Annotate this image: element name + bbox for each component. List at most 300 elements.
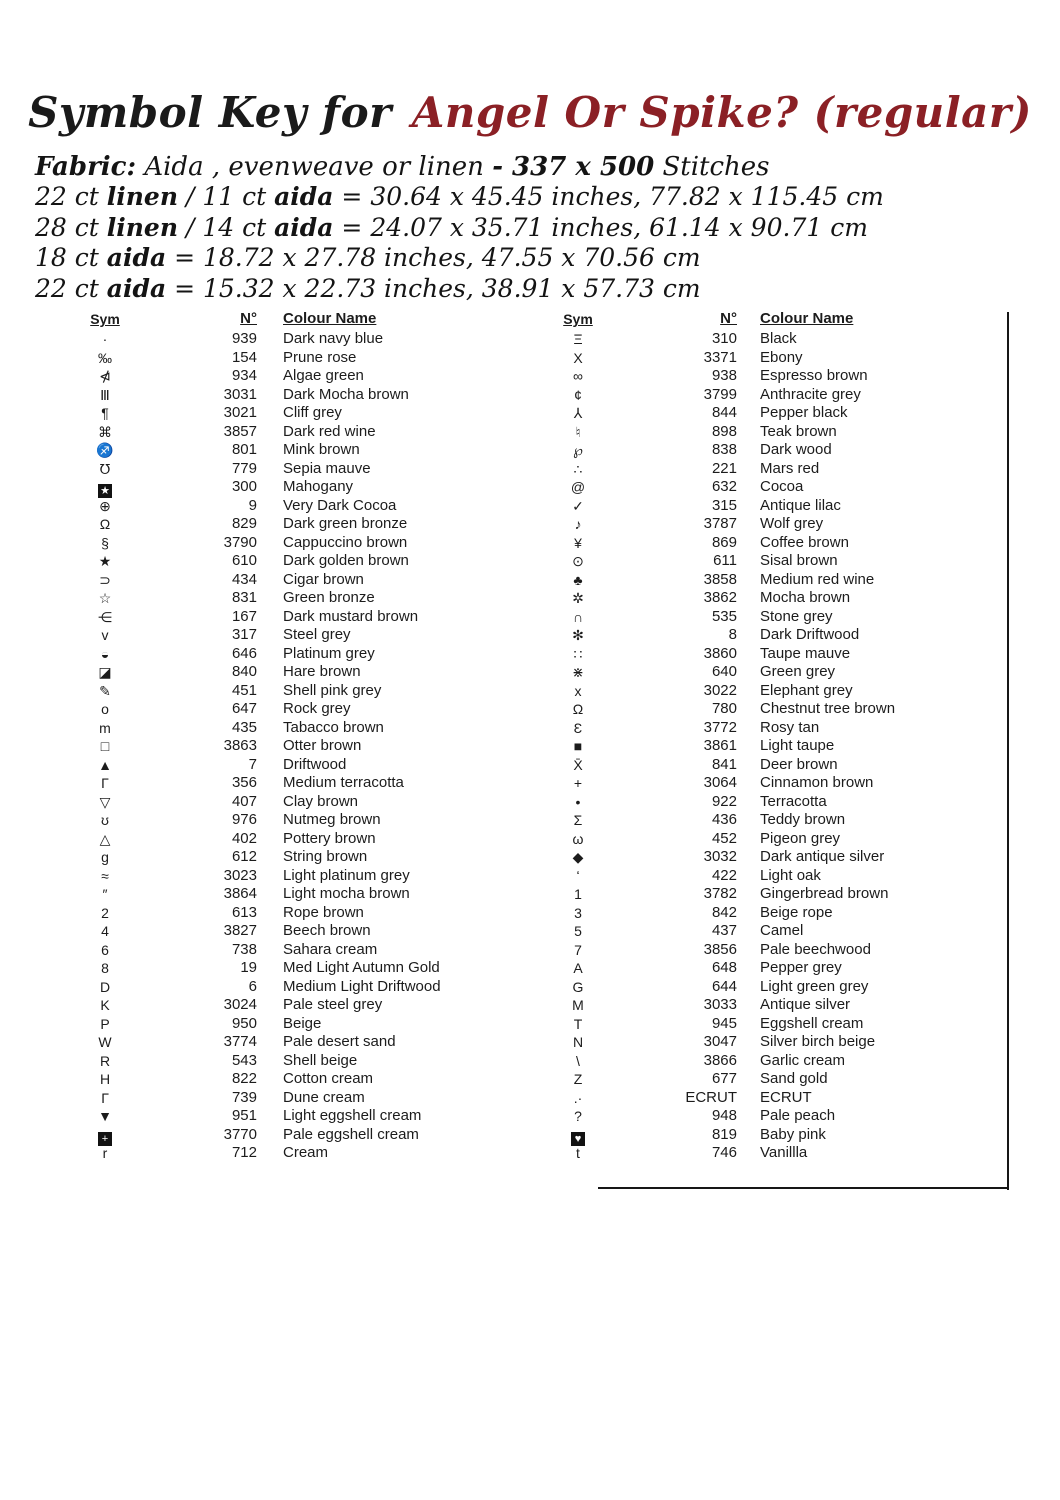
stitch-symbol-glyph: ⋲ bbox=[98, 608, 112, 625]
key-row bbox=[533, 515, 998, 534]
stitch-symbol-glyph: ¥ bbox=[574, 534, 582, 551]
stitch-symbol-glyph: ‰ bbox=[98, 349, 112, 366]
thread-number-cell: 452 bbox=[711, 829, 737, 847]
colour-name-cell: Cliff grey bbox=[283, 404, 342, 421]
colour-name-cell: Dark Mocha brown bbox=[283, 385, 409, 403]
thread-number-cell: 712 bbox=[231, 1144, 257, 1161]
thread-number-cell: 948 bbox=[711, 1107, 737, 1124]
key-header-row bbox=[533, 310, 998, 330]
thread-number-cell: 154 bbox=[231, 348, 257, 366]
stitch-symbol-glyph: T bbox=[573, 1015, 583, 1032]
thread-number-cell: 3772 bbox=[703, 718, 737, 736]
thread-number-cell: 841 bbox=[711, 755, 737, 773]
key-row bbox=[60, 571, 520, 590]
key-row bbox=[533, 959, 998, 978]
stitch-symbol-glyph: 4 bbox=[101, 923, 109, 939]
stitch-symbol-glyph: Ɛ bbox=[573, 719, 583, 736]
thread-number-cell: 19 bbox=[240, 959, 257, 976]
colour-name-cell: Dune cream bbox=[283, 1088, 365, 1106]
symbol-cell bbox=[533, 1089, 623, 1108]
key-row bbox=[60, 959, 520, 978]
symbol-cell bbox=[60, 793, 150, 812]
key-row bbox=[533, 1107, 998, 1126]
stitch-symbol-glyph: R bbox=[99, 1052, 111, 1069]
stitch-symbol-glyph: ✎ bbox=[99, 682, 111, 699]
symbol-cell bbox=[60, 700, 150, 719]
symbol-cell bbox=[60, 885, 150, 904]
thread-number-cell: 640 bbox=[711, 663, 737, 680]
colour-name-cell: Mink brown bbox=[283, 441, 360, 458]
thread-number-cell: 3782 bbox=[703, 885, 737, 902]
colour-name-cell: Pale desert sand bbox=[283, 1033, 396, 1050]
symbol-cell bbox=[533, 386, 623, 405]
symbol-cell bbox=[60, 626, 150, 645]
stitch-symbol-glyph: ⋇ bbox=[572, 664, 584, 680]
thread-number-cell: 939 bbox=[231, 330, 257, 347]
stitch-symbol-glyph: ◒ bbox=[100, 645, 110, 662]
symbol-cell bbox=[60, 941, 150, 960]
fabric-text-segment: = 24.07 x 35.71 inches, 61.14 x 90.71 cm bbox=[333, 212, 868, 242]
symbol-cell bbox=[60, 571, 150, 590]
colour-name-cell: Cream bbox=[283, 1144, 329, 1161]
colour-name-cell: Algae green bbox=[283, 367, 364, 384]
thread-number-cell: 310 bbox=[711, 330, 737, 347]
key-row bbox=[533, 330, 998, 349]
symbol-cell bbox=[60, 515, 150, 534]
symbol-cell bbox=[533, 700, 623, 719]
stitch-symbol-glyph: .· bbox=[573, 1089, 583, 1106]
colour-name-cell: Anthracite grey bbox=[760, 385, 861, 403]
colour-name-cell: Rope brown bbox=[283, 903, 364, 921]
stitch-symbol-glyph: 8 bbox=[101, 960, 109, 976]
stitch-symbol-glyph: ⊕ bbox=[99, 497, 111, 514]
thread-number-cell: 436 bbox=[711, 811, 737, 828]
stitch-symbol-glyph: M bbox=[572, 997, 584, 1013]
symbol-cell bbox=[533, 1107, 623, 1126]
stitch-symbol-glyph: • bbox=[575, 793, 581, 810]
stitch-symbol-glyph: Σ bbox=[573, 812, 583, 828]
thread-number-cell: 3031 bbox=[223, 385, 257, 403]
stitch-symbol-glyph: ■ bbox=[573, 738, 583, 754]
thread-number-cell: 844 bbox=[711, 404, 737, 421]
key-row bbox=[60, 386, 520, 405]
fabric-line bbox=[35, 152, 884, 182]
symbol-cell bbox=[60, 1089, 150, 1108]
stitch-symbol-glyph: 5 bbox=[574, 923, 582, 939]
fabric-line bbox=[35, 274, 884, 304]
thread-number-cell: 3033 bbox=[703, 996, 737, 1013]
key-row bbox=[533, 1144, 998, 1163]
colour-name-cell: Very Dark Cocoa bbox=[283, 496, 397, 514]
key-row bbox=[60, 885, 520, 904]
thread-number-cell: 898 bbox=[711, 422, 737, 440]
key-row bbox=[533, 1089, 998, 1108]
colour-name-cell: Espresso brown bbox=[760, 367, 868, 384]
thread-number-cell: 3032 bbox=[703, 848, 737, 865]
key-row bbox=[60, 441, 520, 460]
stitch-symbol-glyph: P bbox=[100, 1015, 110, 1032]
thread-number-cell: 922 bbox=[711, 792, 737, 810]
fabric-text-segment: Aida , evenweave or linen bbox=[136, 152, 493, 182]
stitch-symbol-glyph: Ξ bbox=[573, 331, 583, 347]
symbol-cell bbox=[533, 885, 623, 904]
colour-name-cell: Teddy brown bbox=[760, 811, 846, 828]
key-row bbox=[533, 830, 998, 849]
colour-name-cell: Dark red wine bbox=[283, 422, 376, 440]
stitch-symbol-glyph: ⊃ bbox=[99, 571, 111, 588]
colour-name-cell: Silver birch beige bbox=[760, 1033, 876, 1050]
key-row bbox=[533, 719, 998, 738]
colour-name-cell: Mocha brown bbox=[760, 589, 851, 606]
symbol-cell bbox=[533, 1070, 623, 1089]
symbol-cell bbox=[533, 460, 623, 479]
thread-number-cell: 819 bbox=[711, 1125, 737, 1143]
key-row bbox=[533, 626, 998, 645]
symbol-cell bbox=[60, 330, 150, 349]
key-row bbox=[533, 552, 998, 571]
symbol-cell bbox=[60, 663, 150, 682]
thread-number-cell: 3790 bbox=[223, 533, 257, 551]
thread-number-cell: 646 bbox=[231, 644, 257, 662]
stitch-symbol-glyph: · bbox=[102, 331, 108, 347]
symbol-cell bbox=[533, 423, 623, 442]
colour-name-cell: Cinnamon brown bbox=[760, 774, 874, 791]
colour-name-cell: Otter brown bbox=[283, 737, 362, 754]
symbol-cell bbox=[60, 959, 150, 978]
symbol-cell bbox=[533, 719, 623, 738]
symbol-cell bbox=[60, 645, 150, 664]
stitch-symbol-glyph: □ bbox=[100, 738, 110, 754]
thread-number-cell: 3787 bbox=[703, 515, 737, 532]
colour-name-cell: Cocoa bbox=[760, 478, 804, 495]
stitch-symbol-glyph: + bbox=[98, 1132, 112, 1146]
key-row bbox=[533, 1052, 998, 1071]
colour-name-cell: Ebony bbox=[760, 348, 803, 366]
symbol-cell bbox=[533, 367, 623, 386]
colour-name-cell: Cotton cream bbox=[283, 1070, 374, 1087]
colour-name-cell: Green bronze bbox=[283, 589, 375, 606]
stitch-symbol-glyph: + bbox=[573, 775, 583, 791]
stitch-symbol-glyph: @ bbox=[570, 479, 586, 495]
fabric-text-segment: aida bbox=[106, 243, 167, 273]
stitch-symbol-glyph: t bbox=[576, 1145, 580, 1161]
key-row bbox=[60, 478, 520, 497]
colour-name-cell: Light green grey bbox=[760, 977, 869, 995]
colour-name-cell: Gingerbread brown bbox=[760, 885, 889, 902]
stitch-symbol-glyph: ✻ bbox=[572, 627, 584, 643]
colour-name-cell: Beech brown bbox=[283, 922, 371, 939]
symbol-cell bbox=[60, 1033, 150, 1052]
colour-name-cell: Pepper black bbox=[760, 404, 848, 421]
symbol-cell bbox=[533, 349, 623, 368]
thread-number-cell: 356 bbox=[231, 774, 257, 791]
colour-name-cell: Mars red bbox=[760, 459, 820, 477]
key-row bbox=[60, 700, 520, 719]
stitch-symbol-glyph: Z bbox=[573, 1071, 583, 1087]
key-row bbox=[533, 423, 998, 442]
key-row bbox=[533, 1126, 998, 1145]
key-row bbox=[60, 515, 520, 534]
colour-name-cell: Driftwood bbox=[283, 755, 347, 773]
key-row bbox=[533, 645, 998, 664]
stitch-symbol-glyph: ♐ bbox=[96, 442, 114, 458]
thread-number-cell: 434 bbox=[231, 570, 257, 588]
key-row bbox=[60, 608, 520, 627]
symbol-cell bbox=[60, 737, 150, 756]
stitch-symbol-glyph: ⊙ bbox=[572, 553, 584, 569]
stitch-symbol-glyph: ¢ bbox=[574, 386, 582, 403]
symbol-cell bbox=[60, 1052, 150, 1071]
key-row bbox=[533, 608, 998, 627]
key-row bbox=[60, 774, 520, 793]
thread-number-cell: 938 bbox=[711, 367, 737, 384]
symbol-cell bbox=[60, 978, 150, 997]
symbol-cell bbox=[60, 460, 150, 479]
colour-name-cell: Light taupe bbox=[760, 737, 835, 754]
key-row bbox=[60, 1070, 520, 1089]
colour-name-cell: Medium red wine bbox=[760, 570, 875, 588]
colour-name-cell: Dark golden brown bbox=[283, 552, 409, 569]
thread-number-cell: 746 bbox=[711, 1144, 737, 1161]
symbol-cell bbox=[533, 848, 623, 867]
key-row bbox=[533, 811, 998, 830]
thread-number-cell: 779 bbox=[231, 459, 257, 477]
colour-name-cell: Dark green bronze bbox=[283, 515, 408, 532]
symbol-cell bbox=[60, 922, 150, 941]
colour-name-cell: Deer brown bbox=[760, 755, 838, 773]
key-row bbox=[533, 756, 998, 775]
key-row bbox=[533, 682, 998, 701]
thread-number-cell: 738 bbox=[231, 940, 257, 958]
symbol-cell bbox=[60, 589, 150, 608]
key-row bbox=[533, 441, 998, 460]
symbol-cell bbox=[60, 1126, 150, 1145]
symbol-cell bbox=[533, 571, 623, 590]
key-row bbox=[60, 626, 520, 645]
fabric-text-segment: 18 ct bbox=[35, 243, 107, 273]
table-right-border-line bbox=[1007, 312, 1009, 1190]
header-colour-name: Colour Name bbox=[283, 310, 377, 327]
thread-number-cell: 838 bbox=[711, 441, 737, 458]
colour-name-cell: Sahara cream bbox=[283, 940, 378, 958]
thread-number-cell: 840 bbox=[231, 663, 257, 680]
symbol-cell bbox=[533, 978, 623, 997]
fabric-text-segment: = 30.64 x 45.45 inches, 77.82 x 115.45 cm bbox=[333, 182, 884, 212]
symbol-cell bbox=[533, 589, 623, 608]
colour-name-cell: Medium terracotta bbox=[283, 774, 404, 791]
thread-number-cell: 842 bbox=[711, 903, 737, 921]
thread-number-cell: 3864 bbox=[223, 885, 257, 902]
colour-name-cell: Light platinum grey bbox=[283, 866, 410, 884]
colour-name-cell: Garlic cream bbox=[760, 1051, 846, 1069]
stitch-symbol-glyph: △ bbox=[99, 830, 111, 847]
colour-name-cell: Terracotta bbox=[760, 792, 827, 810]
symbol-cell bbox=[60, 996, 150, 1015]
stitch-symbol-glyph: ★ bbox=[98, 553, 112, 569]
stitch-symbol-glyph: ℘ bbox=[573, 442, 583, 458]
key-row bbox=[533, 460, 998, 479]
fabric-text-segment: = 18.72 x 27.78 inches, 47.55 x 70.56 cm bbox=[166, 243, 701, 273]
colour-name-cell: Light mocha brown bbox=[283, 885, 410, 902]
colour-name-cell: Black bbox=[760, 330, 797, 347]
colour-name-cell: Rock grey bbox=[283, 700, 351, 717]
symbol-cell bbox=[60, 497, 150, 516]
symbol-cell bbox=[533, 404, 623, 423]
colour-name-cell: Pottery brown bbox=[283, 829, 376, 847]
key-row bbox=[533, 534, 998, 553]
symbol-cell bbox=[60, 682, 150, 701]
thread-number-cell: 611 bbox=[713, 552, 737, 569]
thread-number-cell: 3774 bbox=[223, 1033, 257, 1050]
symbol-cell bbox=[60, 830, 150, 849]
thread-number-cell: 3022 bbox=[703, 681, 737, 699]
key-row bbox=[533, 1033, 998, 1052]
stitch-symbol-glyph: ☆ bbox=[98, 590, 112, 606]
symbol-cell bbox=[533, 996, 623, 1015]
key-row bbox=[60, 552, 520, 571]
symbol-cell bbox=[533, 1015, 623, 1034]
key-row bbox=[60, 737, 520, 756]
colour-name-cell: Steel grey bbox=[283, 626, 351, 643]
stitch-symbol-glyph: m bbox=[99, 719, 111, 736]
symbol-cell bbox=[533, 811, 623, 830]
key-column-right bbox=[533, 310, 998, 1163]
key-row bbox=[60, 793, 520, 812]
colour-name-cell: Wolf grey bbox=[760, 515, 824, 532]
symbol-cell bbox=[533, 497, 623, 516]
stitch-symbol-glyph: ★ bbox=[98, 484, 112, 498]
symbol-cell bbox=[60, 608, 150, 627]
colour-name-cell: Shell pink grey bbox=[283, 681, 382, 699]
symbol-cell bbox=[60, 349, 150, 368]
colour-name-cell: Chestnut tree brown bbox=[760, 700, 896, 717]
thread-number-cell: 632 bbox=[711, 478, 737, 495]
title-part1: Symbol Key for bbox=[28, 88, 392, 137]
thread-number-cell: 951 bbox=[231, 1107, 257, 1124]
thread-number-cell: 3858 bbox=[703, 570, 737, 588]
stitch-symbol-glyph: A bbox=[573, 960, 583, 976]
colour-name-cell: Dark wood bbox=[760, 441, 832, 458]
colour-name-cell: Eggshell cream bbox=[760, 1014, 864, 1032]
fabric-text-segment: 28 ct bbox=[35, 212, 107, 242]
key-row bbox=[533, 367, 998, 386]
key-row bbox=[60, 330, 520, 349]
thread-number-cell: 780 bbox=[711, 700, 737, 717]
key-row bbox=[60, 941, 520, 960]
stitch-symbol-glyph: ♥ bbox=[571, 1132, 585, 1146]
key-row bbox=[60, 534, 520, 553]
fabric-info bbox=[35, 152, 884, 304]
colour-name-cell: Taupe mauve bbox=[760, 644, 851, 662]
key-row bbox=[533, 941, 998, 960]
fabric-text-segment: Stitches bbox=[654, 152, 770, 182]
stitch-symbol-glyph: Ω bbox=[99, 516, 111, 532]
key-row bbox=[533, 663, 998, 682]
key-row bbox=[533, 386, 998, 405]
symbol-cell bbox=[60, 423, 150, 442]
key-row bbox=[60, 645, 520, 664]
stitch-symbol-glyph: ʊ bbox=[101, 812, 109, 828]
symbol-cell bbox=[533, 959, 623, 978]
symbol-cell bbox=[533, 1033, 623, 1052]
key-row bbox=[60, 830, 520, 849]
colour-name-cell: Cappuccino brown bbox=[283, 533, 408, 551]
symbol-cell bbox=[533, 682, 623, 701]
symbol-cell bbox=[60, 719, 150, 738]
thread-number-cell: 739 bbox=[231, 1088, 257, 1106]
symbol-cell bbox=[533, 608, 623, 627]
thread-number-cell: 801 bbox=[231, 441, 257, 458]
fabric-text-segment: aida bbox=[106, 273, 167, 303]
thread-number-cell: 613 bbox=[231, 903, 257, 921]
stitch-symbol-glyph: ″ bbox=[102, 886, 108, 902]
key-row bbox=[60, 682, 520, 701]
stitch-symbol-glyph: ✓ bbox=[572, 497, 584, 514]
symbol-cell bbox=[533, 515, 623, 534]
colour-name-cell: Hare brown bbox=[283, 663, 361, 680]
stitch-symbol-glyph: ? bbox=[574, 1108, 582, 1124]
colour-name-cell: Stone grey bbox=[760, 607, 833, 625]
key-row bbox=[60, 1126, 520, 1145]
thread-number-cell: 3770 bbox=[223, 1125, 257, 1143]
stitch-symbol-glyph: ∴ bbox=[573, 460, 583, 477]
colour-name-cell: Prune rose bbox=[283, 348, 357, 366]
symbol-cell bbox=[533, 534, 623, 553]
colour-name-cell: Camel bbox=[760, 922, 804, 939]
colour-name-cell: Antique lilac bbox=[760, 496, 841, 514]
stitch-symbol-glyph: ω bbox=[572, 830, 584, 847]
thread-number-cell: 3021 bbox=[223, 404, 257, 421]
colour-name-cell: Light oak bbox=[760, 866, 821, 884]
key-row bbox=[533, 497, 998, 516]
thread-number-cell: 934 bbox=[231, 367, 257, 384]
key-row bbox=[533, 867, 998, 886]
thread-number-cell: 3861 bbox=[703, 737, 737, 754]
thread-number-cell: 976 bbox=[231, 811, 257, 828]
thread-number-cell: 3860 bbox=[703, 644, 737, 662]
key-row bbox=[60, 978, 520, 997]
symbol-cell bbox=[60, 386, 150, 405]
thread-number-cell: 3371 bbox=[703, 348, 737, 366]
colour-name-cell: Sisal brown bbox=[760, 552, 838, 569]
symbol-cell bbox=[60, 534, 150, 553]
key-row bbox=[60, 497, 520, 516]
key-row bbox=[60, 848, 520, 867]
colour-name-cell: Pale peach bbox=[760, 1107, 836, 1124]
colour-name-cell: Baby pink bbox=[760, 1125, 826, 1143]
stitch-symbol-glyph: ♣ bbox=[573, 571, 583, 588]
symbol-cell bbox=[533, 478, 623, 497]
symbol-cell bbox=[533, 626, 623, 645]
header-number: N° bbox=[240, 310, 257, 327]
key-column-left bbox=[60, 310, 520, 1163]
colour-name-cell: Sand gold bbox=[760, 1070, 828, 1087]
symbol-cell bbox=[60, 756, 150, 775]
fabric-line bbox=[35, 243, 884, 273]
header-number: N° bbox=[720, 310, 737, 327]
key-row bbox=[60, 349, 520, 368]
colour-name-cell: Pigeon grey bbox=[760, 829, 841, 847]
key-row bbox=[533, 885, 998, 904]
key-row bbox=[533, 404, 998, 423]
symbol-cell bbox=[60, 441, 150, 460]
colour-name-cell: Shell beige bbox=[283, 1051, 358, 1069]
thread-number-cell: 435 bbox=[231, 718, 257, 736]
stitch-symbol-glyph: \ bbox=[576, 1052, 580, 1069]
thread-number-cell: 950 bbox=[231, 1014, 257, 1032]
stitch-symbol-glyph: ✲ bbox=[572, 590, 584, 606]
colour-name-cell: Dark antique silver bbox=[760, 848, 885, 865]
